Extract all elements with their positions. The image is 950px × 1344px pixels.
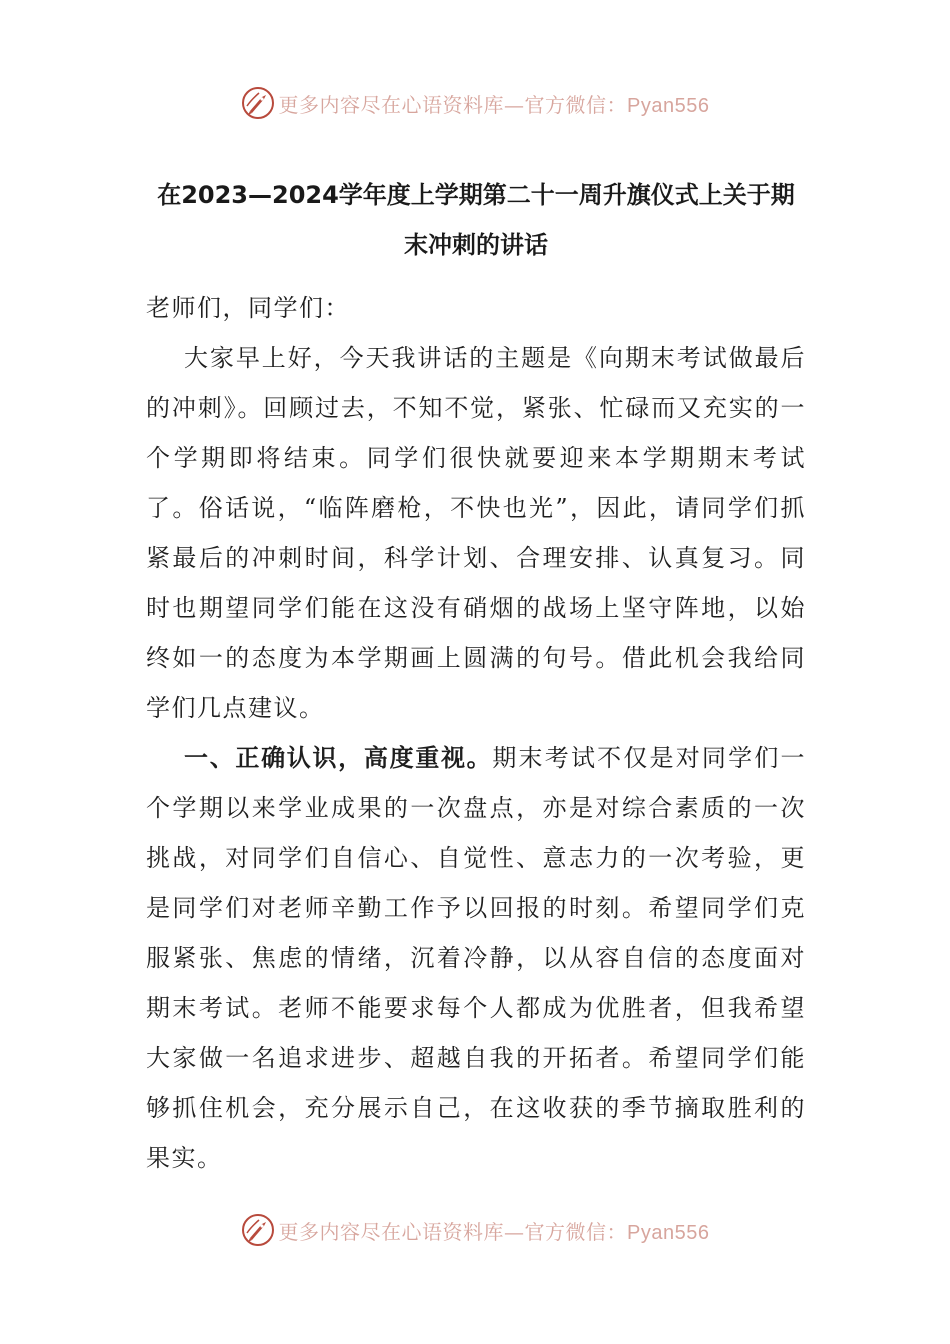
footer-watermark-banner bbox=[0, 1208, 950, 1252]
watermark-wechat-id: Pyan556 bbox=[627, 1221, 710, 1244]
section-1-body: 期末考试不仅是对同学们一个学期以来学业成果的一次盘点，亦是对综合素质的一次挑战，对同学们自信心、自觉性、意志力的一次考验，更是同学们对老师辛勤工作予以回报的时刻。希望同学们克服紧张、焦虑的情绪，沉着冷静，以从容自信的态度面对期末考试。老师不能要求每个人都成为优胜者，但我希望大家做一名追求进步、超越自我的开拓者。希望同学们能够抓住机会，充分展示自己，在这收获的季节摘取胜利的果实。 bbox=[146, 744, 807, 1172]
section-1-heading: 一、正确认识，高度重视。 bbox=[184, 744, 493, 772]
document-body bbox=[146, 283, 806, 1183]
watermark-wechat-id: Pyan556 bbox=[627, 94, 710, 117]
header-watermark-content bbox=[241, 86, 710, 120]
watermark-slogan: 更多内容尽在心语资料库—官方微信： bbox=[278, 92, 628, 117]
footer-watermark-content bbox=[241, 1213, 710, 1247]
watermark-slogan: 更多内容尽在心语资料库—官方微信： bbox=[278, 1219, 628, 1244]
intro-paragraph: 大家早上好，今天我讲话的主题是《向期末考试做最后的冲刺》。回顾过去，不知不觉，紧张、忙碌而又充实的一个学期即将结束。同学们很快就要迎来本学期期末考试了。俗话说，“临阵磨枪，不快也光”，因此，请同学们抓紧最后的冲刺时间，科学计划、合理安排、认真复习。同时也期望同学们能在这没有硝烟的战场上坚守阵地，以始终如一的态度为本学期画上圆满的句号。借此机会我给同学们几点建议。 bbox=[146, 344, 806, 722]
pen-nib-logo-icon bbox=[241, 86, 275, 120]
document-title: 在2023—2024学年度上学期第二十一周升旗仪式上关于期末冲刺的讲话 bbox=[157, 181, 795, 259]
watermark-text bbox=[279, 89, 710, 118]
watermark-text bbox=[279, 1216, 710, 1245]
header-watermark-banner bbox=[0, 81, 950, 125]
section-1-paragraph bbox=[146, 733, 806, 1183]
salutation: 老师们，同学们： bbox=[146, 294, 350, 322]
pen-nib-logo-icon bbox=[241, 1213, 275, 1247]
